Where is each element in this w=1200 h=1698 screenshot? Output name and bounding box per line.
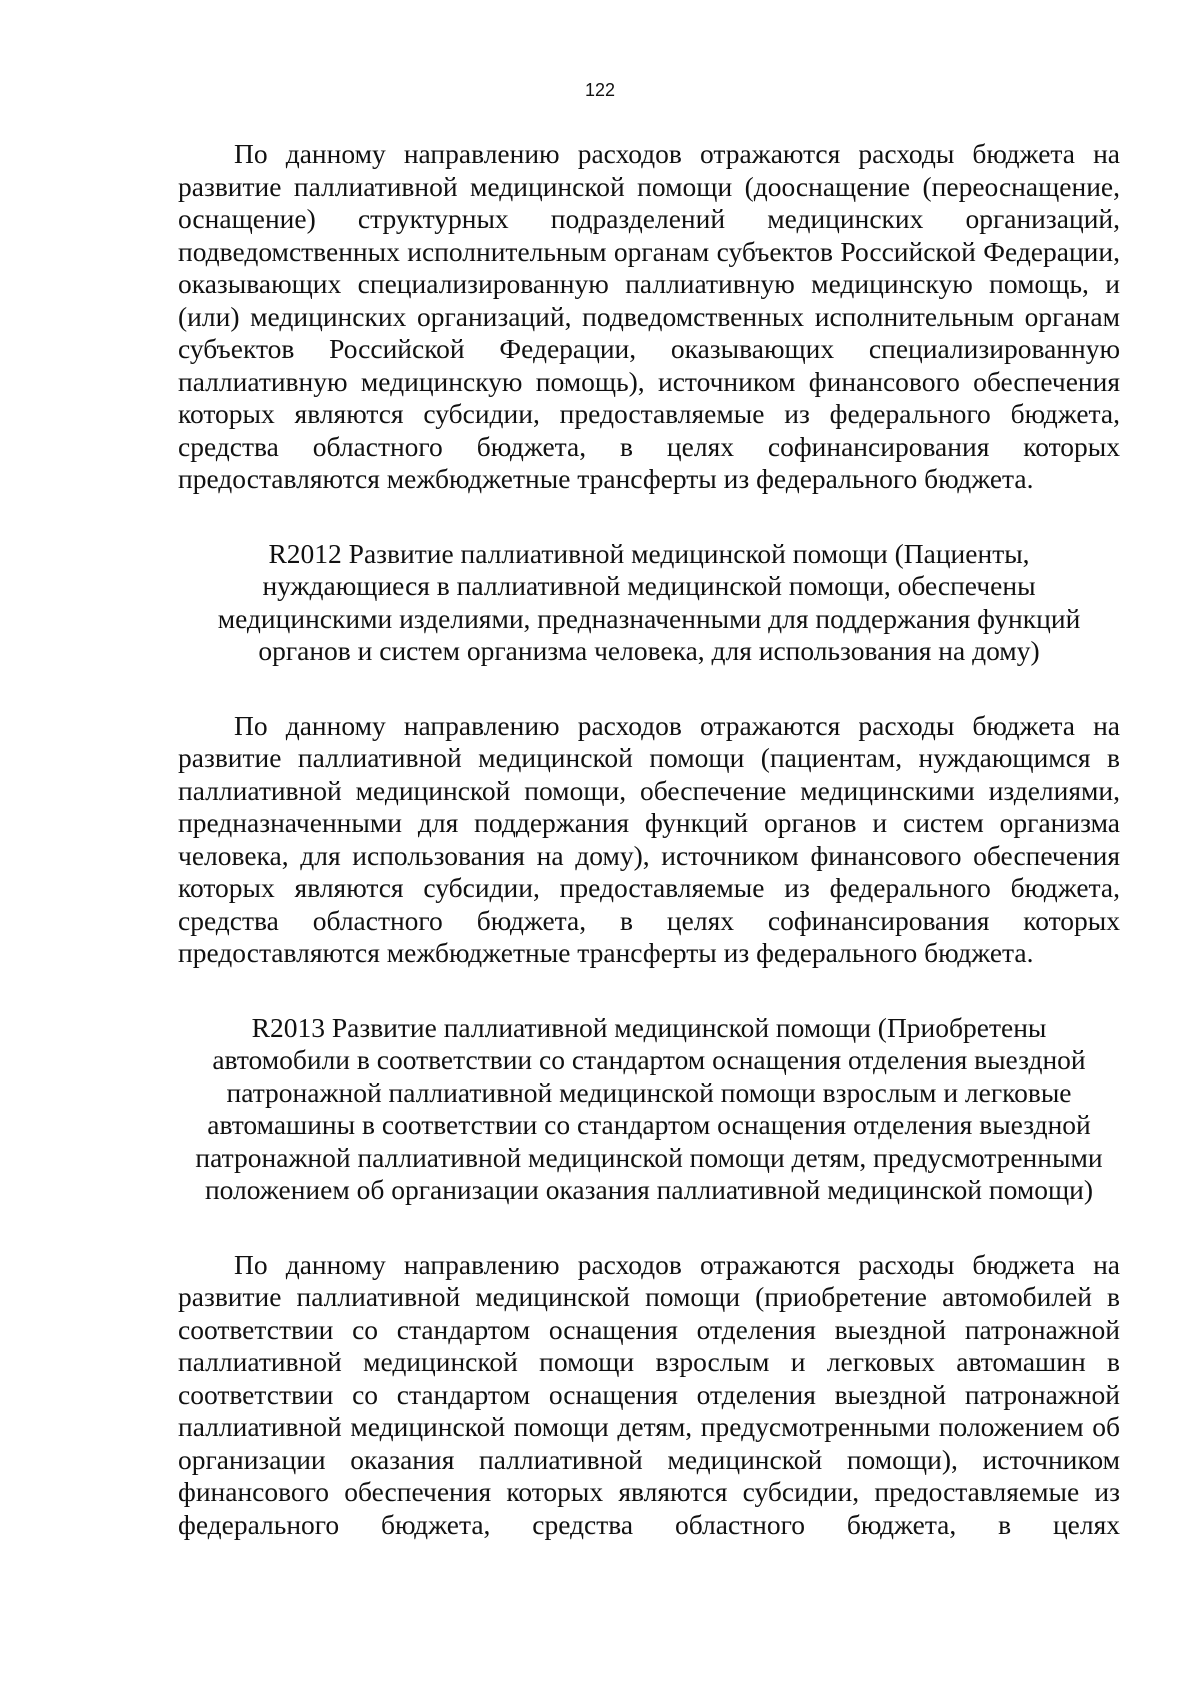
document-body: [178, 138, 1120, 1541]
paragraph-3: По данному направлению расходов отражаются расходы бюджета на развитие паллиативной медицинской помощи (приобретение автомобилей в соответствии со стандартом оснащения отделения выездной патронажной паллиативной медицинской помощи взрослым и легковых автомашин в соответствии со стандартом оснащения отделения выездной патронажной паллиативной медицинской помощи детям, предусмотренными положением об организации оказания паллиативной медицинской помощи), источником финансового обеспечения которых являются субсидии, предоставляемые из федерального бюджета, средства областного бюджета, в целях: [178, 1248, 1120, 1540]
paragraph-1: По данному направлению расходов отражаются расходы бюджета на развитие паллиативной медицинской помощи (дооснащение (переоснащение, оснащение) структурных подразделений медицинских организаций, подведомственных исполнительным органам субъектов Российской Федерации, оказывающих специализированную паллиативную медицинскую помощь, и (или) медицинских организаций, подведомственных исполнительным органам субъектов Российской Федерации, оказывающих специализированную паллиативную медицинскую помощь), источником финансового обеспечения которых являются субсидии, предоставляемые из федерального бюджета, средства областного бюджета, в целях софинансирования которых предоставляются межбюджетные трансферты из федерального бюджета.: [178, 138, 1120, 494]
paragraph-2: По данному направлению расходов отражаются расходы бюджета на развитие паллиативной медицинской помощи (пациентам, нуждающимся в паллиативной медицинской помощи, обеспечение медицинскими изделиями, предназначенными для поддержания функций органов и систем организма человека, для использования на дому), источником финансового обеспечения которых являются субсидии, предоставляемые из федерального бюджета, средства областного бюджета, в целях софинансирования которых предоставляются межбюджетные трансферты из федерального бюджета.: [178, 709, 1120, 968]
page-number: 122: [584, 80, 616, 100]
heading-r2013: R2013 Развитие паллиативной медицинской помощи (Приобретены автомобили в соответствии со стандартом оснащения отделения выездной патронажной паллиативной медицинской помощи взрослым и легковые автомашины в соответствии со стандартом оснащения отделения выездной патронажной паллиативной медицинской помощи детям, предусмотренными положением об организации оказания паллиативной медицинской помощи): [195, 1011, 1103, 1205]
heading-r2012: R2012 Развитие паллиативной медицинской помощи (Пациенты, нуждающиеся в паллиативной медицинской помощи, обеспечены медицинскими изделиями, предназначенными для поддержания функций органов и систем организма человека, для использования на дому): [217, 537, 1081, 666]
